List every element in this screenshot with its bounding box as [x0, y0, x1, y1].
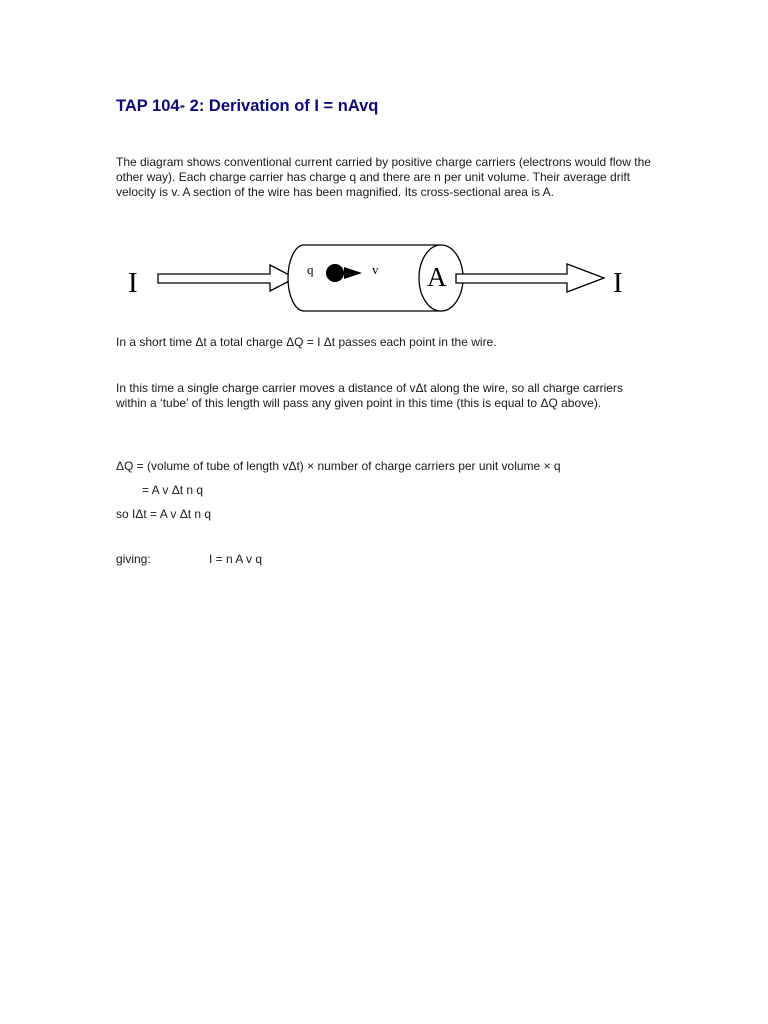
current-left-label: I [128, 267, 138, 299]
wire-section-cylinder [288, 245, 441, 311]
giving-label: giving: [116, 552, 151, 566]
final-equation: I = n A v q [209, 552, 263, 566]
page-title: TAP 104- 2: Derivation of I = nAvq [116, 97, 379, 115]
tube-paragraph: In this time a single charge carrier moves a distance of vΔt along the wire, so all charge carriers within a ‘tube’ of this length will pass any given point in this time (this is equal to ΔQ above). [116, 381, 623, 410]
charge-label: q [307, 262, 314, 277]
equation-line-2: = A v Δt n q [142, 483, 204, 497]
equation-line-3: so IΔt = A v Δt n q [116, 507, 212, 521]
equation-line-1: ΔQ = (volume of tube of length vΔt) × number of charge carriers per unit volume × q [116, 459, 561, 473]
short-time-paragraph: In a short time Δt a total charge ΔQ = I Δt passes each point in the wire. [116, 335, 497, 349]
intro-paragraph: The diagram shows conventional current carried by positive charge carriers (electrons would flow the other way). Each charge carrier has charge q and there are n per unit volume. Their average drift velocity is v. A section of the wire has been magnified. Its cross-sectional area is A. [116, 155, 651, 199]
right-current-arrow [456, 264, 604, 292]
area-label: A [427, 262, 447, 292]
wire-diagram [110, 236, 650, 322]
left-current-arrow [158, 265, 295, 291]
current-right-label: I [613, 267, 623, 299]
velocity-label: v [372, 262, 379, 277]
charge-carrier-dot [326, 264, 344, 282]
